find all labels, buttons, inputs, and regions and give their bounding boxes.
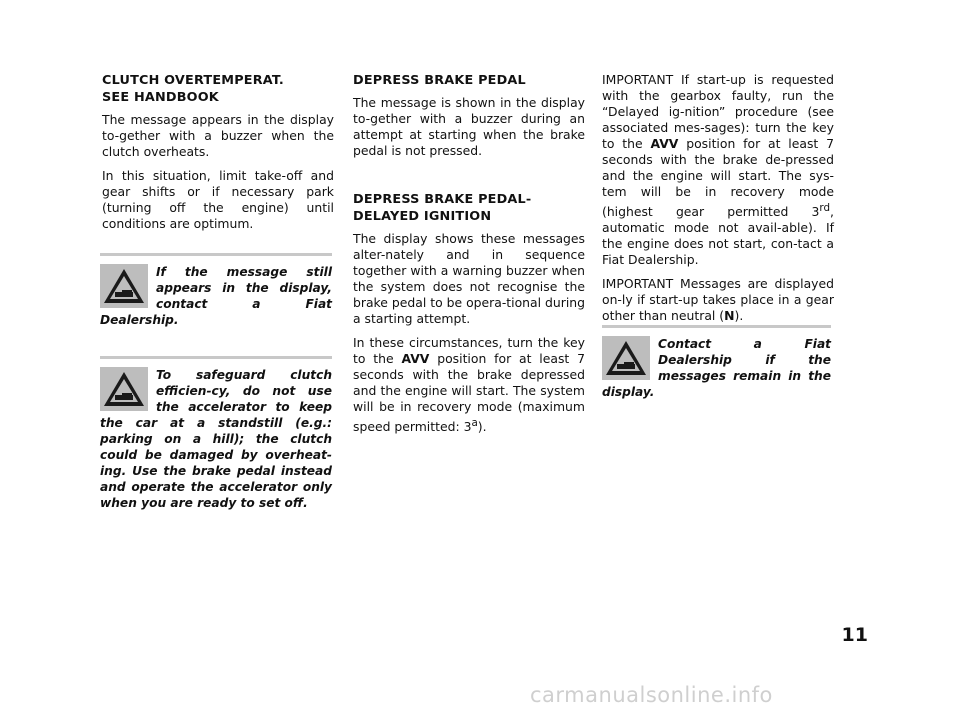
warning-triangle-icon	[602, 336, 650, 380]
paragraph: The message appears in the display to-gether with a buzzer when the clutch overheats.	[102, 112, 334, 159]
paragraph: The message is shown in the display to-gether with a buzzer during an attempt at starting when the brake pedal is not pressed.	[353, 95, 585, 158]
warning-triangle-icon	[100, 264, 148, 308]
gear-neutral-label: N	[724, 308, 735, 324]
paragraph: IMPORTANT Messages are displayed on-ly if start-up takes place in a gear other than neutral (N).	[602, 276, 834, 324]
paragraph: IMPORTANT If start-up is requested with the gearbox faulty, run the “Delayed ig-nition” procedure (see associated mes-sages): turn the key to the AVV position for at least 7 seconds with the brake de-pressed and the engine will start. The sys-tem will be in recovery mode (highest gear permitted 3rd, automatic mode not avail-able). If the engine does not start, con-tact a Fiat Dealership.	[602, 72, 834, 268]
column-3	[602, 72, 834, 332]
paragraph: In this situation, limit take-off and gear shifts or if necessary park (turning off the engine) until conditions are optimum.	[102, 168, 334, 231]
warning-text: If the message still appears in the display, contact a Fiat Dealership.	[100, 265, 332, 327]
heading-depress-brake-pedal: DEPRESS BRAKE PEDAL	[353, 73, 526, 88]
warning-triangle-icon	[100, 367, 148, 411]
warning-box	[100, 356, 332, 511]
warning-box	[100, 253, 332, 328]
heading-depress-brake-delayed: DEPRESS BRAKE PEDAL- DELAYED IGNITION	[353, 192, 532, 224]
page-number: 11	[841, 624, 868, 646]
warning-text: To safeguard clutch efficien-cy, do not use the accelerator to keep the car at a standstill (e.g.: parking on a hill); the clutch could be damaged by overheat-ing. Use the brake pedal instead and operate the accelerator only when you are ready to set off.	[100, 368, 332, 510]
column-1	[102, 72, 334, 240]
paragraph: The display shows these messages alter-nately and in sequence together with a warning buzzer when the system does not recognise the brake pedal to be opera-tional during a starting attempt.	[353, 231, 585, 326]
warning-box	[602, 325, 831, 400]
column-2	[353, 72, 585, 443]
watermark: carmanualsonline.info	[530, 683, 773, 707]
warning-text: Contact a Fiat Dealership if the messages remain in the display.	[602, 337, 831, 399]
heading-clutch-overtemp: CLUTCH OVERTEMPERAT. SEE HANDBOOK	[102, 73, 284, 105]
paragraph: In these circumstances, turn the key to the AVV position for at least 7 seconds with the brake depressed and the engine will start. The system will be in recovery mode (maximum speed permitted: 3$^a$).	[353, 335, 585, 435]
key-position-avv: AVV	[401, 351, 430, 366]
key-position-avv: AVV	[650, 136, 679, 151]
